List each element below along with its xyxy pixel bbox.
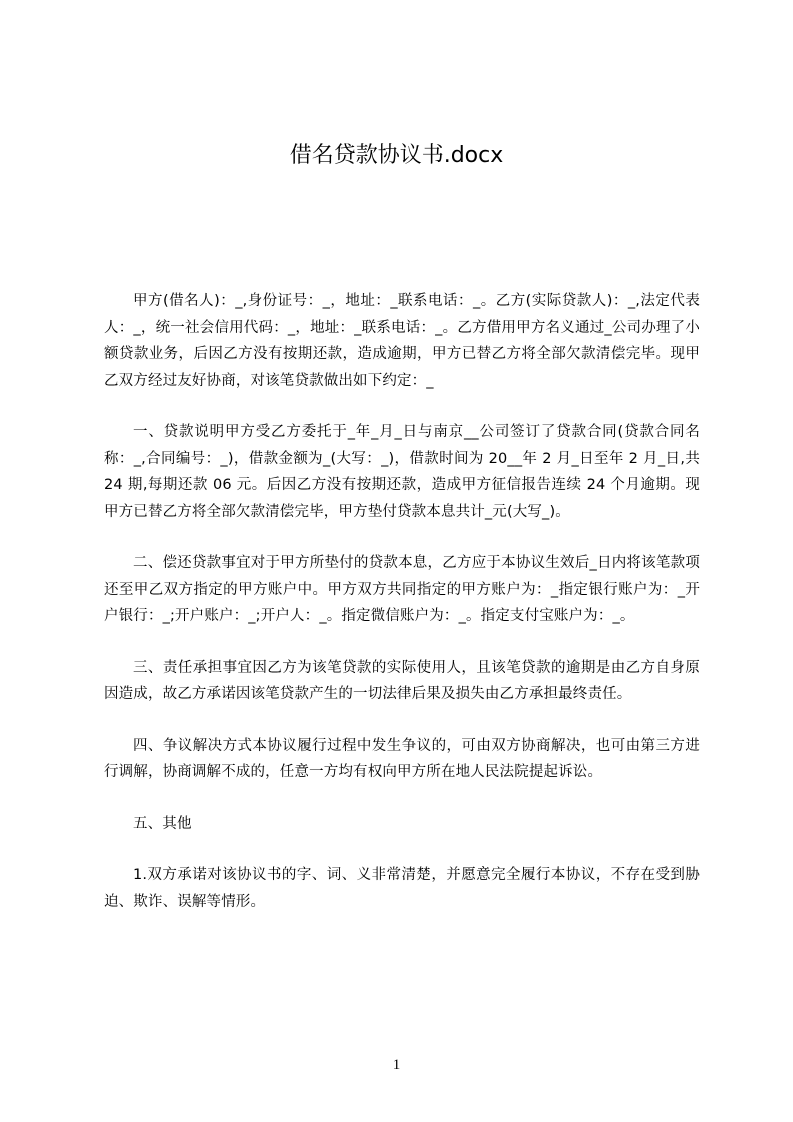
paragraph-dispute-resolution: 四、争议解决方式本协议履行过程中发生争议的，可由双方协商解决，也可由第三方进行调解，协商调解不成的，任意一方均有权向甲方所在地人民法院提起诉讼。 bbox=[104, 737, 700, 780]
paragraph-loan-description: 一、贷款说明甲方受乙方委托于_年_月_日与南京__公司签订了贷款合同(贷款合同名称：_,合同编号：_)，借款金额为_(大写：_)，借款时间为 20__年 2 月_日至年 2 月_日,共 24 期,每期还款 06 元。后因乙方没有按期还款，造成甲方征信报告连续 24 个月逾期。现甲方已替乙方将全部欠款清偿完毕，甲方垫付贷款本息共计_元(大写_)。 bbox=[104, 424, 700, 520]
paragraph-other-clause-1: 1.双方承诺对该协议书的字、词、义非常清楚，并愿意完全履行本协议，不存在受到胁迫、欺诈、误解等情形。 bbox=[104, 867, 700, 910]
page-number: 1 bbox=[392, 1057, 401, 1073]
paragraph-repayment: 二、偿还贷款事宜对于甲方所垫付的贷款本息，乙方应于本协议生效后_日内将该笔款项还至甲乙双方指定的甲方账户中。甲方双方共同指定的甲方账户为：_指定银行账户为：_开户银行：_;开户账户：_;开户人：_。指定微信账户为：_。指定支付宝账户为：_。 bbox=[104, 555, 700, 624]
paragraph-liability: 三、责任承担事宜因乙方为该笔贷款的实际使用人，且该笔贷款的逾期是由乙方自身原因造成，故乙方承诺因该笔贷款产生的一切法律后果及损失由乙方承担最终责任。 bbox=[104, 659, 700, 702]
document-body bbox=[104, 288, 700, 940]
paragraph-other-heading: 五、其他 bbox=[133, 815, 192, 832]
document-title: 借名贷款协议书.docx bbox=[289, 143, 504, 168]
paragraph-parties: 甲方(借名人)：_,身份证号：_，地址：_联系电话：_。乙方(实际贷款人)：_,法定代表人：_，统一社会信用代码：_，地址：_联系电话：_。乙方借用甲方名义通过_公司办理了小额贷款业务，后因乙方没有按期还款，造成逾期，甲方已替乙方将全部欠款清偿完毕。现甲乙双方经过友好协商，对该笔贷款做出如下约定：_ bbox=[104, 293, 700, 389]
